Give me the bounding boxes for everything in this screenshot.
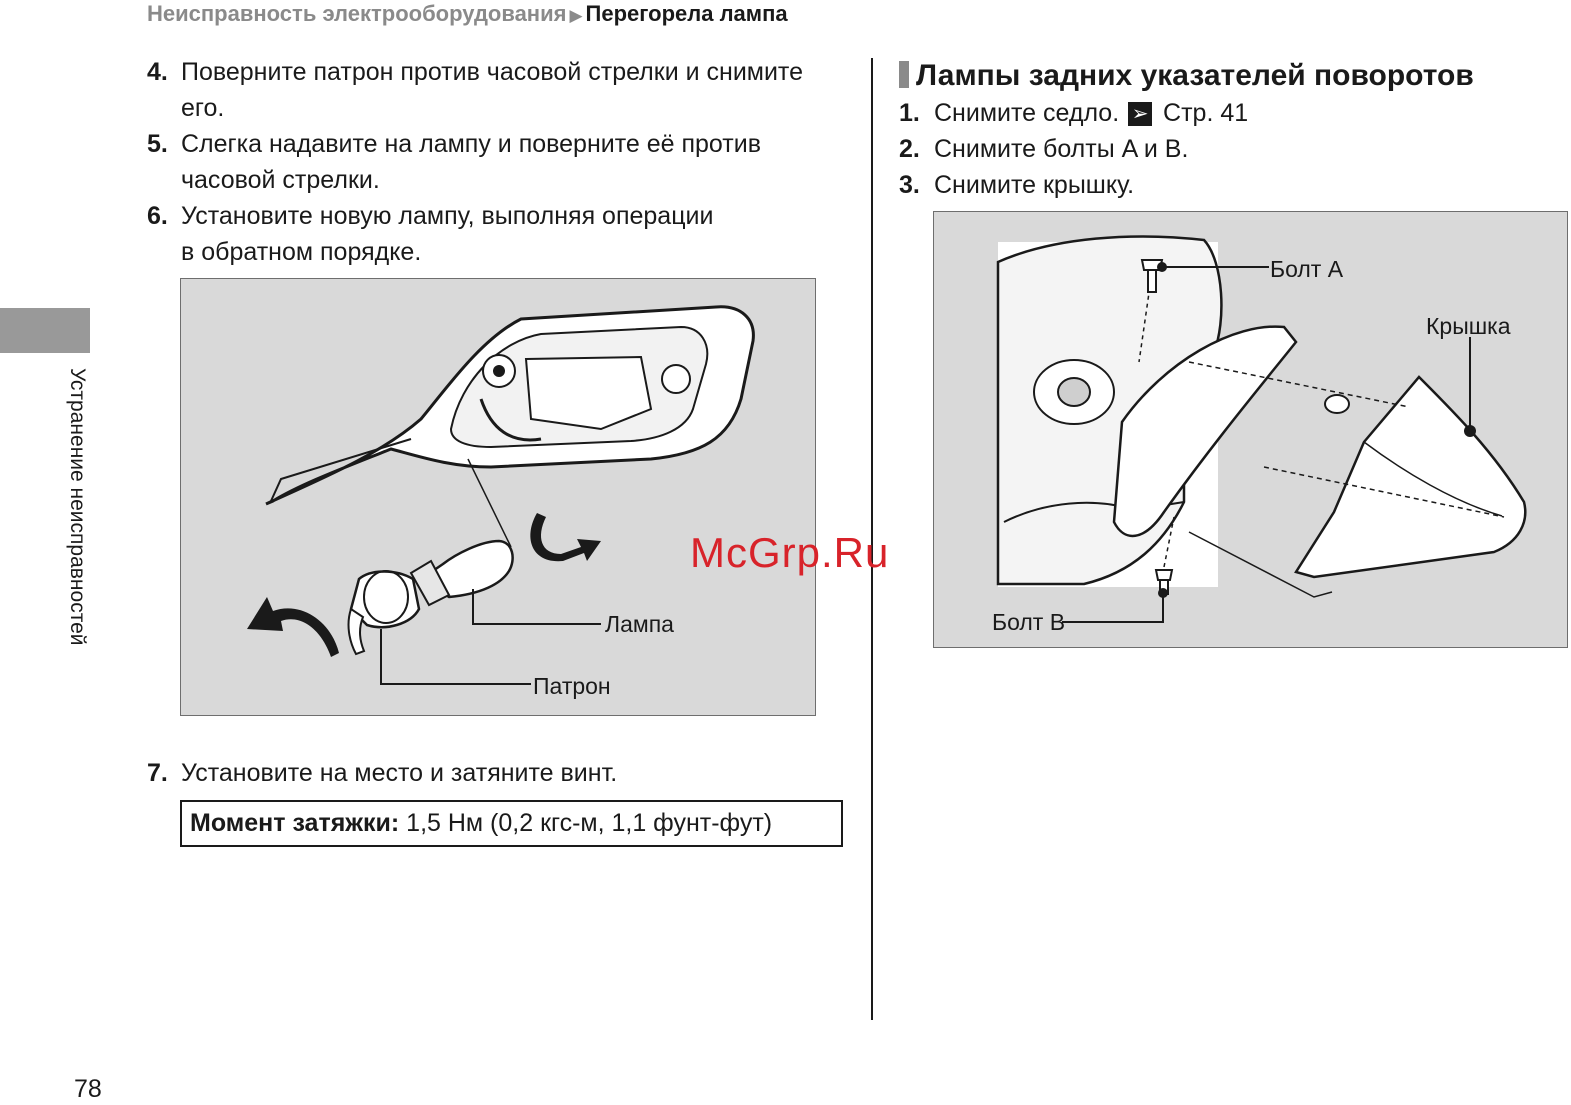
mount-hole-left	[493, 365, 505, 377]
step-r1	[899, 95, 1559, 131]
step-text-line: Слегка надавите на лампу и поверните её против	[181, 130, 761, 158]
step-5	[147, 126, 847, 198]
step-text-line: Установите на место и затяните винт.	[181, 759, 618, 787]
section-title-text: Лампы задних указателей поворотов	[916, 59, 1474, 92]
socket-label: Патрон	[533, 673, 611, 699]
leader-line	[468, 459, 511, 547]
socket-callout-line	[381, 629, 531, 684]
rotate-arrow-lower-icon	[247, 597, 339, 657]
figure-bulb-socket	[180, 278, 816, 716]
step-number: 1.	[899, 99, 920, 127]
step-text-line: Поверните патрон против часовой стрелки и снимите	[181, 58, 804, 86]
title-bar-icon	[899, 61, 909, 88]
triangle-right-icon: ▶	[569, 6, 583, 25]
watermark: McGrp.Ru	[690, 529, 890, 576]
page-reference-link[interactable]: Стр. 41	[1156, 99, 1249, 127]
bolt-b-label: Болт B	[992, 609, 1066, 635]
step-7	[147, 755, 847, 791]
step-text-line: его.	[181, 94, 225, 122]
step-r3	[899, 167, 1559, 203]
spacer-4	[561, 515, 596, 527]
bolt-a-label: Болт А	[1270, 256, 1344, 282]
side-tab-marker	[0, 308, 90, 353]
lamp-callout-line	[473, 589, 601, 624]
breadcrumb	[147, 0, 788, 28]
rotate-arrow-upper-icon	[530, 513, 601, 561]
mount-boss-right	[662, 365, 690, 393]
socket-lead	[349, 609, 364, 654]
step-text-line: часовой стрелки.	[181, 166, 380, 194]
step-text-line: в обратном порядке.	[181, 238, 422, 266]
step-text: Снимите болты A и B.	[934, 135, 1189, 163]
spacer-7	[539, 522, 586, 551]
breadcrumb-current: Перегорела лампа	[585, 1, 788, 26]
step-text-line: Установите новую лампу, выполняя операции	[181, 202, 714, 230]
housing-illustration	[181, 279, 816, 716]
page-reference-arrow-icon[interactable]: ➢	[1128, 102, 1152, 126]
step-text: Снимите крышку.	[934, 171, 1135, 199]
grommet	[1325, 395, 1349, 413]
breadcrumb-section: Неисправность электрооборудования	[147, 1, 567, 26]
step-r2	[899, 131, 1559, 167]
step-number: 5.	[147, 130, 168, 158]
lamp-bulb	[1058, 378, 1090, 406]
step-number: 3.	[899, 171, 920, 199]
bolt-b-callout-line	[1062, 593, 1163, 622]
section-title	[899, 56, 1474, 96]
torque-spec-box	[180, 800, 843, 847]
step-number: 4.	[147, 58, 168, 86]
bolt-b-head	[1156, 570, 1172, 580]
step-6	[147, 198, 847, 270]
step-number: 2.	[899, 135, 920, 163]
step-number: 6.	[147, 202, 168, 230]
page-number: 78	[74, 1075, 102, 1103]
cover-illustration	[934, 212, 1568, 648]
torque-label: Момент затяжки:	[190, 809, 400, 837]
lamp-label: Лампа	[605, 611, 674, 637]
spacer-8	[541, 519, 585, 551]
torque-value: 1,5 Нм (0,2 кгс-м, 1,1 фунт-фут)	[399, 809, 773, 837]
step-4	[147, 54, 847, 126]
cover-label: Крышка	[1426, 313, 1511, 339]
step-text: Снимите седло.	[934, 99, 1127, 127]
step-number: 7.	[147, 759, 168, 787]
side-tab-label: Устранение неисправностей	[66, 368, 89, 646]
figure-rear-cover	[933, 211, 1568, 648]
bolt-a-shank	[1148, 270, 1156, 292]
